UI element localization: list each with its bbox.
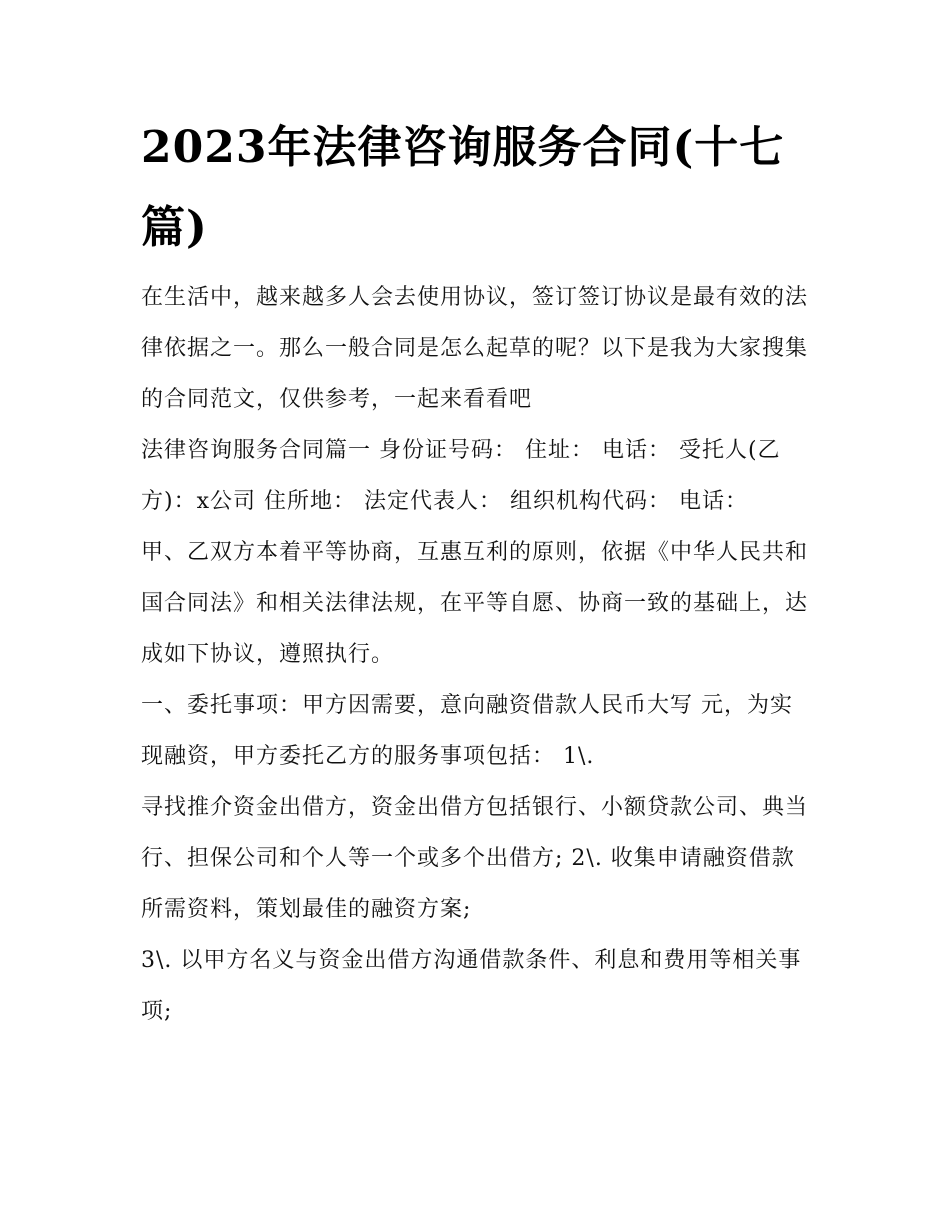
negotiation-paragraph: 3\. 以甲方名义与资金出借方沟通借款条件、利息和费用等相关事项; bbox=[141, 948, 802, 1024]
service-item-paragraph: 寻找推介资金出借方，资金出借方包括银行、小额贷款公司、典当行、担保公司和个人等一个或多个出借方; 2\. 收集申请融资借款所需资料，策划最佳的融资方案; bbox=[141, 795, 809, 922]
document-body bbox=[141, 108, 813, 1037]
document-title: 2023年法律咨询服务合同(十七篇) bbox=[141, 122, 785, 253]
party-info-paragraph: 法律咨询服务合同篇一 身份证号码： 住址： 电话： 受托人(乙方)：x公司 住所地： 法定代表人： 组织机构代码： 电话： bbox=[141, 438, 781, 514]
intro-paragraph: 在生活中，越来越多人会去使用协议，签订签订协议是最有效的法律依据之一。那么一般合同是怎么起草的呢？以下是我为大家搜集的合同范文，仅供参考，一起来看看吧 bbox=[141, 285, 809, 412]
entrustment-paragraph: 一、委托事项：甲方因需要，意向融资借款人民币大写 元，为实现融资，甲方委托乙方的服务事项包括： 1\. bbox=[141, 693, 793, 769]
principle-paragraph: 甲、乙双方本着平等协商，互惠互利的原则，依据《中华人民共和国合同法》和相关法律法规，在平等自愿、协商一致的基础上，达成如下协议，遵照执行。 bbox=[141, 540, 809, 667]
